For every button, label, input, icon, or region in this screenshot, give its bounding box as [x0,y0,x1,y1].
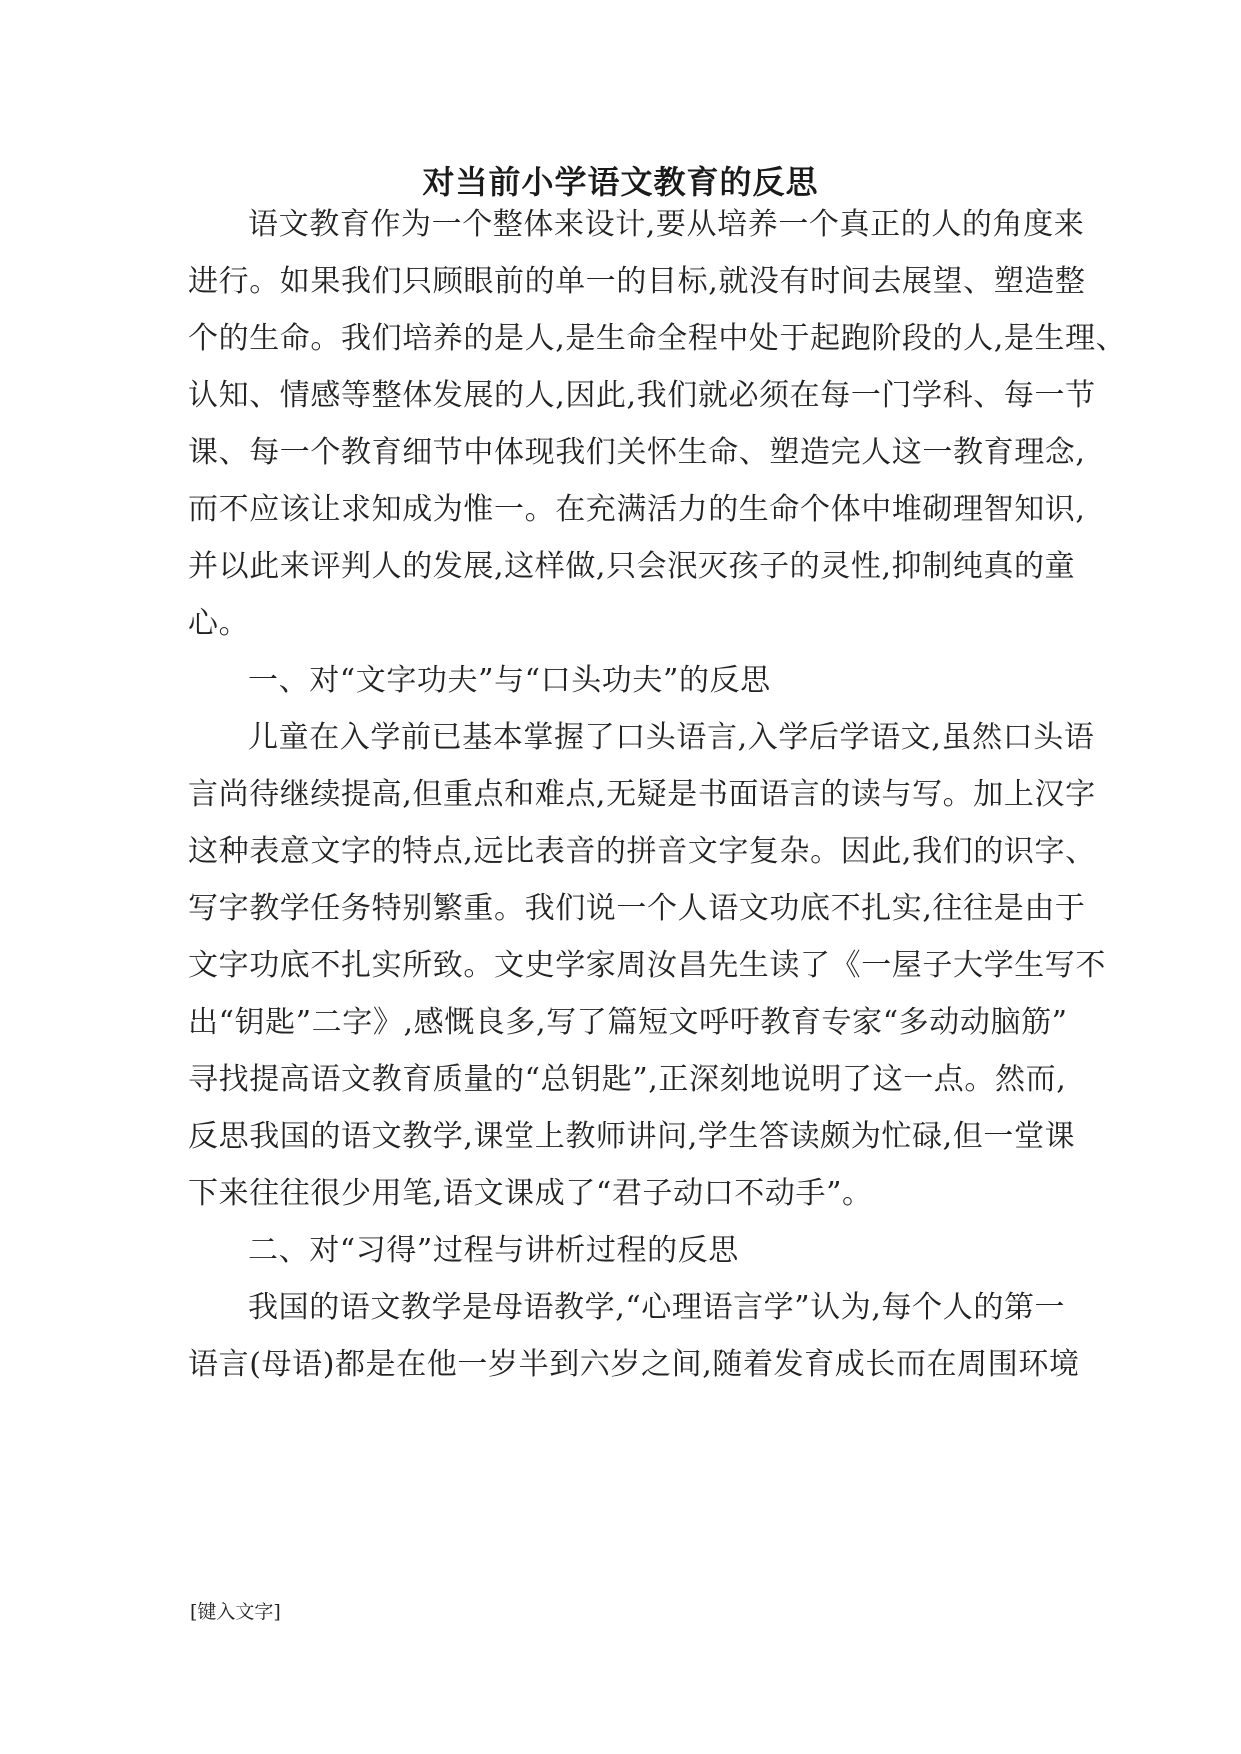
text-line: 言尚待继续提高,但重点和难点,无疑是书面语言的读与写。加上汉字 [188,777,1096,812]
text-line: 文字功底不扎实所致。文史学家周汝昌先生读了《一屋子大学生写不 [188,948,1106,983]
text-line: 课、每一个教育细节中体现我们关怀生命、塑造完人这一教育理念, [188,435,1086,470]
text-line: 写字教学任务特别繁重。我们说一个人语文功底不扎实,往往是由于 [188,891,1086,926]
text-line: 心。 [188,606,250,641]
text-line: 寻找提高语文教育质量的“总钥匙”,正深刻地说明了这一点。然而, [188,1062,1067,1097]
text-line: 下来往往很少用笔,语文课成了“君子动口不动手”。 [188,1176,873,1211]
text-line: 出“钥匙”二字》,感慨良多,写了篇短文呼吁教育专家“多动动脑筋” [188,1005,1068,1040]
text-line: 语文教育作为一个整体来设计,要从培养一个真正的人的角度来 [248,207,1085,242]
text-line: 个的生命。我们培养的是人,是生命全程中处于起跑阶段的人,是生理、 [188,321,1127,356]
text-line: 语言(母语)都是在他一岁半到六岁之间,随着发育成长而在周围环境 [188,1347,1080,1382]
text-line: 进行。如果我们只顾眼前的单一的目标,就没有时间去展望、塑造整 [188,264,1086,299]
text-line: 这种表意文字的特点,远比表音的拼音文字复杂。因此,我们的识字、 [188,834,1096,869]
section-heading: 一、对“文字功夫”与“口头功夫”的反思 [248,663,771,698]
section-heading: 二、对“习得”过程与讲析过程的反思 [248,1233,739,1268]
footer-placeholder: [键入文字] [190,1601,281,1623]
text-line: 而不应该让求知成为惟一。在充满活力的生命个体中堆砌理智知识, [188,492,1086,527]
text-line: 反思我国的语文教学,课堂上教师讲问,学生答读颇为忙碌,但一堂课 [188,1119,1076,1154]
text-line: 我国的语文教学是母语教学,“心理语言学”认为,每个人的第一 [248,1290,1066,1325]
text-line: 儿童在入学前已基本掌握了口头语言,入学后学语文,虽然口头语 [248,720,1095,755]
text-line: 认知、情感等整体发展的人,因此,我们就必须在每一门学科、每一节 [188,378,1096,413]
document-title: 对当前小学语文教育的反思 [422,163,819,201]
text-line: 并以此来评判人的发展,这样做,只会泯灭孩子的灵性,抑制纯真的童 [188,549,1076,584]
